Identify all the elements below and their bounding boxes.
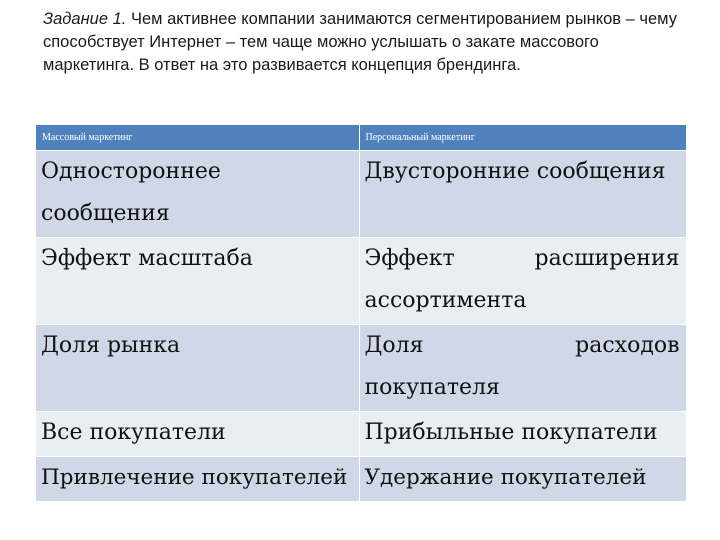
table-row: [36, 325, 686, 412]
cell-mass: Привлечение покупателей: [36, 457, 359, 502]
cell-personal-line2: покупателя: [364, 375, 500, 400]
cell-personal: [359, 325, 686, 412]
cell-personal-line1: Доля расходов: [364, 333, 680, 358]
cell-personal: Удержание покупателей: [359, 457, 686, 502]
table-row: [36, 151, 686, 238]
task-text: [43, 8, 683, 77]
table-row: [36, 457, 686, 502]
cell-personal: [359, 238, 686, 325]
header-mass-marketing: Массовый маркетинг: [36, 125, 359, 151]
table-row: [36, 412, 686, 457]
task-label: Задание 1.: [43, 10, 127, 28]
cell-personal: Прибыльные покупатели: [359, 412, 686, 457]
cell-mass: Доля рынка: [36, 325, 359, 412]
comparison-table: [36, 125, 687, 501]
cell-mass: Все покупатели: [36, 412, 359, 457]
header-personal-marketing: Персональный маркетинг: [359, 125, 686, 151]
task-body: Чем активнее компании занимаются сегментированием рынков – чему способствует Интернет – тем чаще можно услышать о закате массового маркетинга. В ответ на это развивается концепция брендинга.: [43, 10, 677, 74]
table-header-row: [36, 125, 686, 151]
cell-mass: Эффект масштаба: [36, 238, 359, 325]
table-row: [36, 238, 686, 325]
cell-personal: Двусторонние сообщения: [359, 151, 686, 238]
cell-personal-line1: Эффект расширения: [364, 246, 680, 271]
cell-mass: Одностороннее сообщения: [36, 151, 359, 238]
cell-personal-line2: ассортимента: [364, 288, 527, 313]
